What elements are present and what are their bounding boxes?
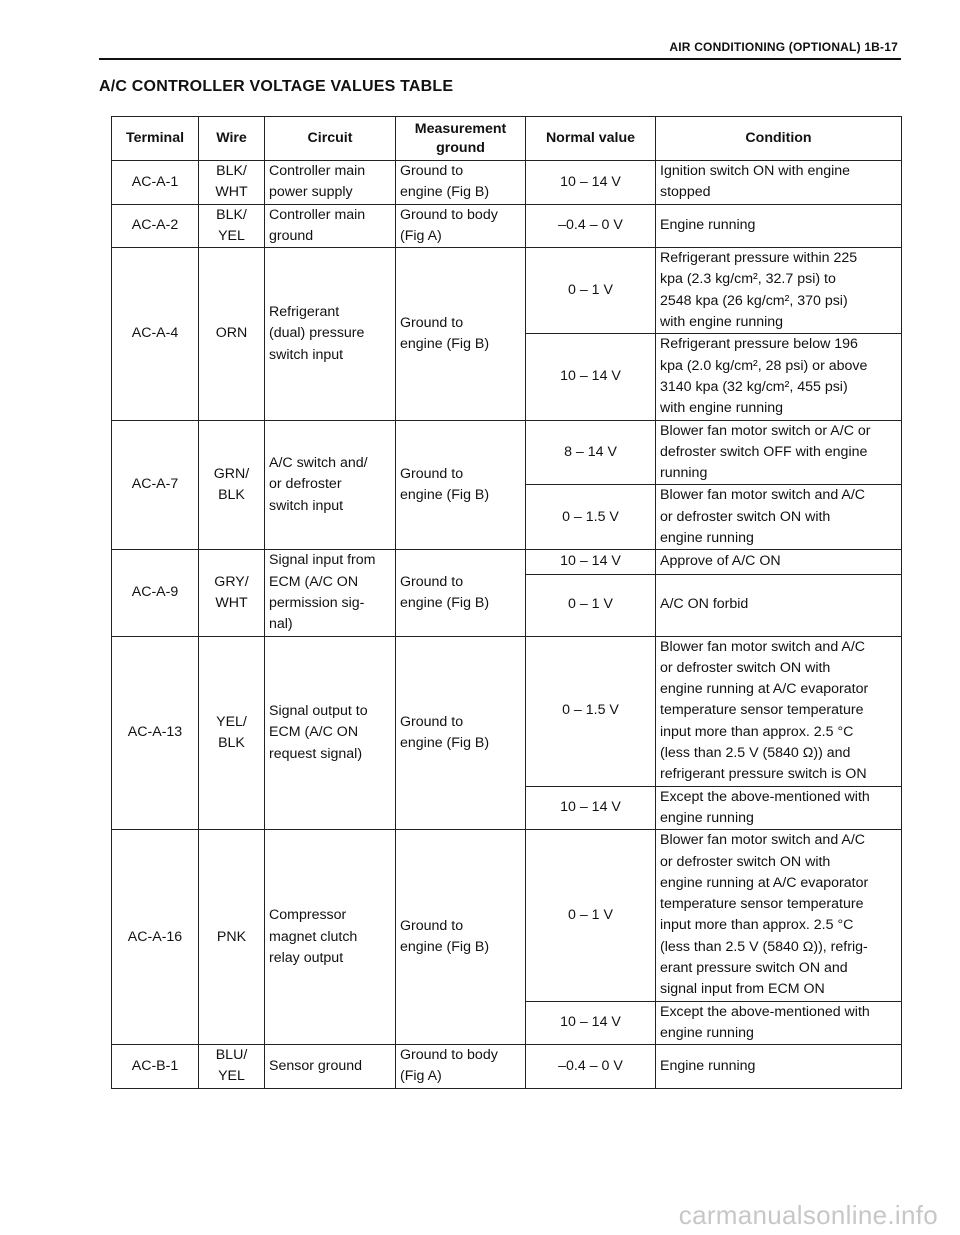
cell-circuit: Signal input from ECM (A/C ON permission sig- nal) <box>265 550 396 636</box>
cell-normal-value: 10 – 14 V <box>526 1001 656 1045</box>
cell-condition: A/C ON forbid <box>656 574 902 636</box>
table-row <box>112 420 902 485</box>
cell-wire: GRN/ BLK <box>199 420 265 550</box>
cell-normal-value: 10 – 14 V <box>526 786 656 830</box>
cell-wire: GRY/ WHT <box>199 550 265 636</box>
table-row <box>112 550 902 574</box>
cell-normal-value: 10 – 14 V <box>526 550 656 574</box>
cell-normal-value: 0 – 1.5 V <box>526 636 656 786</box>
column-header-measurement-ground: Measurement ground <box>396 117 526 161</box>
cell-wire: BLK/ YEL <box>199 204 265 248</box>
cell-wire: BLU/ YEL <box>199 1045 265 1089</box>
column-header-wire: Wire <box>199 117 265 161</box>
column-header-normal-value: Normal value <box>526 117 656 161</box>
cell-normal-value: 8 – 14 V <box>526 420 656 485</box>
cell-wire: BLK/ WHT <box>199 161 265 205</box>
cell-condition: Refrigerant pressure within 225 kpa (2.3 kg/cm², 32.7 psi) to 2548 kpa (26 kg/cm², 370 psi) with engine running <box>656 248 902 334</box>
cell-terminal: AC-A-7 <box>112 420 199 550</box>
cell-wire: YEL/ BLK <box>199 636 265 830</box>
cell-terminal: AC-A-4 <box>112 248 199 420</box>
cell-terminal: AC-A-13 <box>112 636 199 830</box>
cell-normal-value: 10 – 14 V <box>526 161 656 205</box>
cell-normal-value: 10 – 14 V <box>526 334 656 420</box>
table-row <box>112 830 902 1001</box>
cell-terminal: AC-A-1 <box>112 161 199 205</box>
cell-circuit: Sensor ground <box>265 1045 396 1089</box>
cell-wire: ORN <box>199 248 265 420</box>
column-header-terminal: Terminal <box>112 117 199 161</box>
cell-normal-value: 0 – 1 V <box>526 830 656 1001</box>
cell-terminal: AC-B-1 <box>112 1045 199 1089</box>
cell-circuit: Controller main power supply <box>265 161 396 205</box>
voltage-values-table <box>111 116 902 1089</box>
cell-normal-value: 0 – 1 V <box>526 574 656 636</box>
cell-condition: Blower fan motor switch and A/C or defroster switch ON with engine running at A/C evaporator temperature sensor temperature input more than approx. 2.5 °C (less than 2.5 V (5840 Ω)) and refrigerant pressure switch is ON <box>656 636 902 786</box>
cell-measurement-ground: Ground to body (Fig A) <box>396 1045 526 1089</box>
cell-circuit: A/C switch and/ or defroster switch input <box>265 420 396 550</box>
cell-condition: Engine running <box>656 204 902 248</box>
cell-condition: Except the above-mentioned with engine running <box>656 786 902 830</box>
cell-normal-value: –0.4 – 0 V <box>526 1045 656 1089</box>
cell-condition: Except the above-mentioned with engine running <box>656 1001 902 1045</box>
cell-circuit: Compressor magnet clutch relay output <box>265 830 396 1045</box>
cell-measurement-ground: Ground to engine (Fig B) <box>396 248 526 420</box>
cell-condition: Refrigerant pressure below 196 kpa (2.0 kg/cm², 28 psi) or above 3140 kpa (32 kg/cm², 455 psi) with engine running <box>656 334 902 420</box>
cell-terminal: AC-A-2 <box>112 204 199 248</box>
cell-condition: Ignition switch ON with engine stopped <box>656 161 902 205</box>
cell-wire: PNK <box>199 830 265 1045</box>
cell-condition: Engine running <box>656 1045 902 1089</box>
cell-circuit: Refrigerant (dual) pressure switch input <box>265 248 396 420</box>
page-header: AIR CONDITIONING (OPTIONAL) 1B-17 <box>669 40 898 54</box>
cell-condition: Approve of A/C ON <box>656 550 902 574</box>
watermark: carmanualsonline.info <box>678 1200 938 1230</box>
cell-condition: Blower fan motor switch or A/C or defroster switch OFF with engine running <box>656 420 902 485</box>
table-row <box>112 204 902 248</box>
cell-terminal: AC-A-9 <box>112 550 199 636</box>
cell-condition: Blower fan motor switch and A/C or defroster switch ON with engine running <box>656 485 902 550</box>
header-rule <box>99 58 901 60</box>
table-row <box>112 161 902 205</box>
cell-measurement-ground: Ground to engine (Fig B) <box>396 161 526 205</box>
cell-measurement-ground: Ground to engine (Fig B) <box>396 830 526 1045</box>
cell-condition: Blower fan motor switch and A/C or defroster switch ON with engine running at A/C evaporator temperature sensor temperature input more than approx. 2.5 °C (less than 2.5 V (5840 Ω)), refrig- erant pressure switch ON and signal input from ECM ON <box>656 830 902 1001</box>
cell-measurement-ground: Ground to engine (Fig B) <box>396 420 526 550</box>
table-header-row <box>112 117 902 161</box>
column-header-condition: Condition <box>656 117 902 161</box>
table-row <box>112 1045 902 1089</box>
cell-measurement-ground: Ground to engine (Fig B) <box>396 550 526 636</box>
cell-circuit: Controller main ground <box>265 204 396 248</box>
page-title: A/C CONTROLLER VOLTAGE VALUES TABLE <box>99 78 454 95</box>
column-header-circuit: Circuit <box>265 117 396 161</box>
cell-measurement-ground: Ground to engine (Fig B) <box>396 636 526 830</box>
cell-circuit: Signal output to ECM (A/C ON request signal) <box>265 636 396 830</box>
cell-normal-value: 0 – 1 V <box>526 248 656 334</box>
cell-terminal: AC-A-16 <box>112 830 199 1045</box>
table-row <box>112 636 902 786</box>
table-row <box>112 248 902 334</box>
cell-measurement-ground: Ground to body (Fig A) <box>396 204 526 248</box>
cell-normal-value: 0 – 1.5 V <box>526 485 656 550</box>
cell-normal-value: –0.4 – 0 V <box>526 204 656 248</box>
